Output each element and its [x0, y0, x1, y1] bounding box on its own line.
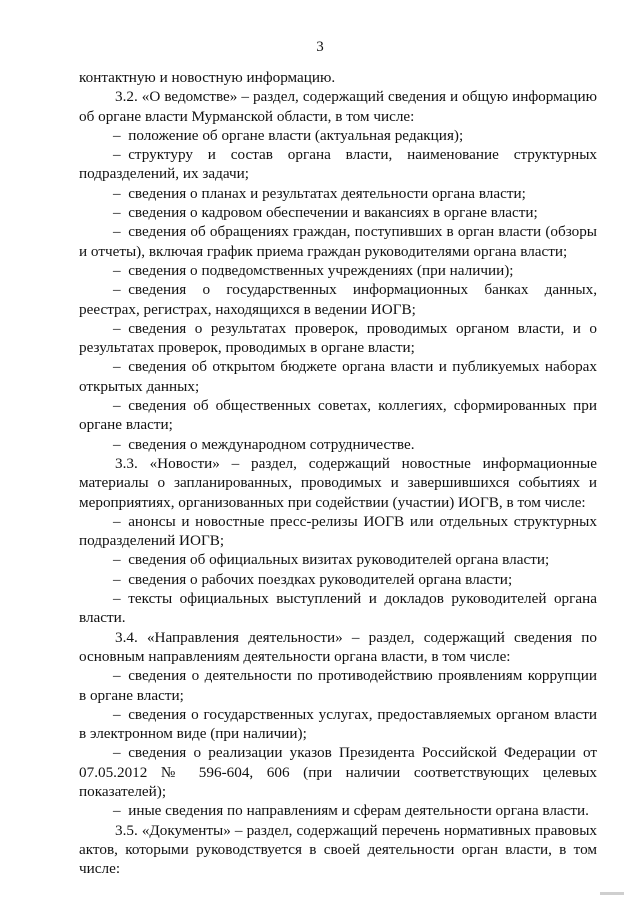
section-3-5: 3.5. «Документы» – раздел, содержащий перечень нормативных правовых актов, которыми руководствуется в своей деятельности орган власти, в том числе:: [79, 821, 597, 878]
bullet-text: сведения об официальных визитах руководителей органа власти;: [128, 551, 550, 569]
bullet-item: [79, 705, 597, 744]
bullet-text: сведения о государственных информационных банках данных, реестрах, регистрах, находящихся в ведении ИОГВ;: [79, 281, 597, 318]
bullet-text: анонсы и новостные пресс-релизы ИОГВ или отдельных структурных подразделений ИОГВ;: [79, 512, 597, 550]
bullet-text: сведения о реализации указов Президента Российской Федерации от 07.05.2012 № 596-604, 606 (при наличии соответствующих целевых показателей);: [79, 744, 597, 800]
dash-marker: –: [113, 397, 129, 415]
bullet-item: [79, 512, 597, 551]
bullet-item: [79, 801, 597, 820]
bullet-text: сведения о кадровом обеспечении и вакансиях в органе власти;: [128, 204, 538, 222]
bullet-text: иные сведения по направлениям и сферам деятельности органа власти.: [128, 802, 589, 820]
document-body: [79, 68, 597, 878]
dash-marker: –: [113, 184, 129, 202]
dash-marker: –: [113, 551, 129, 569]
bullet-item: [79, 435, 597, 454]
bullet-item: [79, 203, 597, 222]
bullet-text: сведения о подведомственных учреждениях (при наличии);: [128, 261, 514, 279]
bullet-text: сведения об общественных советах, коллегиях, сформированных при органе власти;: [79, 397, 597, 434]
dash-marker: –: [113, 126, 129, 144]
bullet-item: [79, 261, 597, 280]
bullet-text: сведения об открытом бюджете органа власти и публикуемых наборах открытых данных;: [79, 358, 597, 395]
dash-marker: –: [113, 435, 129, 453]
bullet-item: [79, 666, 597, 705]
dash-marker: –: [113, 204, 129, 222]
dash-marker: –: [113, 570, 129, 588]
bullet-item: [79, 184, 597, 203]
bullet-text: сведения о рабочих поездках руководителей органа власти;: [128, 570, 513, 588]
bullet-text: сведения о деятельности по противодействию проявлениям коррупции в органе власти;: [79, 667, 597, 704]
bullet-text: сведения о результатах проверок, проводимых органом власти, и о результатах проверок, проводимых в органе власти;: [79, 319, 597, 357]
bullet-text: сведения об обращениях граждан, поступивших в орган власти (обзоры и отчеты), включая график приема граждан руководителями органа власти;: [79, 223, 597, 260]
dash-marker: –: [113, 667, 129, 685]
dash-marker: –: [113, 590, 129, 608]
section-3-2: 3.2. «О ведомстве» – раздел, содержащий сведения и общую информацию об органе власти Мурманской области, в том числе:: [79, 88, 597, 125]
dash-marker: –: [113, 146, 129, 164]
bullet-text: сведения о планах и результатах деятельности органа власти;: [128, 184, 526, 202]
bullet-text: сведения о международном сотрудничестве.: [128, 435, 415, 453]
bullet-text: структуру и состав органа власти, наименование структурных подразделений, их задачи;: [79, 146, 597, 183]
dash-marker: –: [113, 319, 129, 337]
scan-artifact: [600, 892, 624, 895]
bullet-item: [79, 570, 597, 589]
bullet-item: [79, 319, 597, 358]
dash-marker: –: [113, 705, 129, 723]
section-3-3: 3.3. «Новости» – раздел, содержащий новостные информационные материалы о запланированных, проводимых и завершившихся событиях и мероприятиях, организованных при содействии (участии) ИОГВ, в том числе:: [79, 454, 597, 511]
bullet-item: [79, 743, 597, 801]
bullet-item: [79, 145, 597, 184]
bullet-item: [79, 222, 597, 261]
paragraph-continuation: контактную и новостную информацию.: [79, 69, 336, 86]
bullet-item: [79, 396, 597, 435]
dash-marker: –: [113, 744, 129, 762]
bullet-item: [79, 589, 597, 628]
section-3-4: 3.4. «Направления деятельности» – раздел, содержащий сведения по основным направлениям деятельности органа власти, в том числе:: [79, 628, 597, 665]
dash-marker: –: [113, 261, 129, 279]
page-number: 3: [316, 39, 324, 55]
dash-marker: –: [113, 358, 129, 376]
dash-marker: –: [113, 223, 129, 241]
dash-marker: –: [113, 281, 129, 299]
bullet-item: [79, 550, 597, 569]
bullet-text: сведения о государственных услугах, предоставляемых органом власти в электронном виде (при наличии);: [79, 705, 597, 743]
bullet-item: [79, 357, 597, 396]
bullet-item: [79, 126, 597, 145]
bullet-item: [79, 280, 597, 319]
bullet-text: положение об органе власти (актуальная редакция);: [128, 126, 464, 144]
dash-marker: –: [113, 802, 129, 820]
dash-marker: –: [113, 512, 129, 530]
bullet-text: тексты официальных выступлений и докладов руководителей органа власти.: [79, 590, 597, 627]
